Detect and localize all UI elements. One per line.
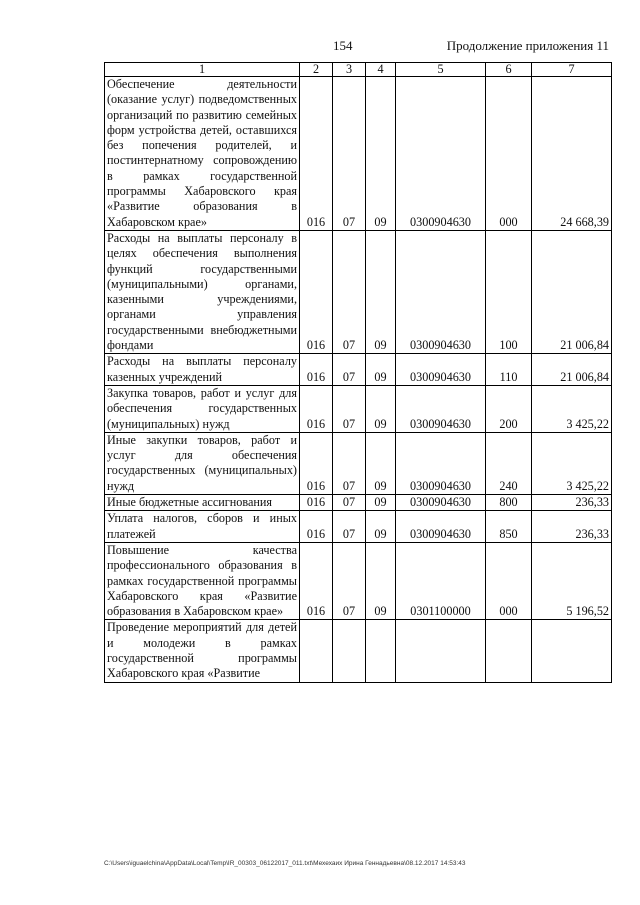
ministry-code: 016	[300, 432, 333, 494]
target-article-code: 0300904630	[396, 385, 486, 432]
expense-name: Иные бюджетные ассигнования	[105, 495, 300, 511]
ministry-code: 016	[300, 230, 333, 353]
expense-type-code: 100	[486, 230, 532, 353]
subsection-code: 09	[366, 77, 396, 231]
column-header: 7	[532, 63, 612, 77]
amount	[532, 620, 612, 682]
expense-type-code: 000	[486, 542, 532, 619]
table-row	[105, 432, 612, 494]
column-header: 4	[366, 63, 396, 77]
section-code: 07	[333, 432, 366, 494]
table-row	[105, 354, 612, 386]
amount: 236,33	[532, 511, 612, 543]
section-code: 07	[333, 385, 366, 432]
column-header: 6	[486, 63, 532, 77]
amount: 5 196,52	[532, 542, 612, 619]
file-path-footer: C:\Users\iguaelchina\AppData\Local\Temp\IR_00303_06122017_011.txt\Мехехаих Ирина Геннадьевна\08.12.2017 14:53:43	[104, 860, 466, 867]
subsection-code: 09	[366, 495, 396, 511]
ministry-code: 016	[300, 542, 333, 619]
section-code	[333, 620, 366, 682]
ministry-code: 016	[300, 354, 333, 386]
page-number: 154	[333, 38, 353, 53]
amount: 24 668,39	[532, 77, 612, 231]
appendix-caption: Продолжение приложения 11	[446, 38, 609, 53]
table-row	[105, 620, 612, 682]
table-header-row	[105, 63, 612, 77]
target-article-code: 0300904630	[396, 77, 486, 231]
expense-name: Уплата налогов, сборов и иных платежей	[105, 511, 300, 543]
target-article-code: 0300904630	[396, 230, 486, 353]
expense-name: Обеспечение деятельности (оказание услуг) подведомственных организаций по развитию семейных форм устройства детей, оставшихся без попечения родителей, и постинтернатному сопровождению в рамках государственной программы Хабаровского края «Развитие образования в Хабаровском крае»	[105, 77, 300, 231]
ministry-code: 016	[300, 495, 333, 511]
expense-name: Расходы на выплаты персоналу в целях обеспечения выполнения функций государственными (муниципальными) органами, казенными учреждениями, органами управления государственными внебюджетными фондами	[105, 230, 300, 353]
target-article-code: 0300904630	[396, 511, 486, 543]
column-header: 1	[105, 63, 300, 77]
ministry-code: 016	[300, 77, 333, 231]
amount: 236,33	[532, 495, 612, 511]
expense-name: Повышение качества профессионального образования в рамках государственной программы Хабаровского края «Развитие образования в Хабаровском крае»	[105, 542, 300, 619]
section-code: 07	[333, 77, 366, 231]
expense-type-code: 800	[486, 495, 532, 511]
expense-type-code: 000	[486, 77, 532, 231]
column-header: 3	[333, 63, 366, 77]
target-article-code	[396, 620, 486, 682]
expense-type-code: 850	[486, 511, 532, 543]
subsection-code: 09	[366, 385, 396, 432]
table-row	[105, 385, 612, 432]
expense-name: Расходы на выплаты персоналу казенных учреждений	[105, 354, 300, 386]
table-row	[105, 511, 612, 543]
column-header: 2	[300, 63, 333, 77]
subsection-code: 09	[366, 542, 396, 619]
expense-type-code	[486, 620, 532, 682]
ministry-code: 016	[300, 511, 333, 543]
section-code: 07	[333, 230, 366, 353]
section-code: 07	[333, 495, 366, 511]
subsection-code: 09	[366, 354, 396, 386]
subsection-code: 09	[366, 511, 396, 543]
table-row	[105, 230, 612, 353]
expense-name: Закупка товаров, работ и услуг для обеспечения государственных (муниципальных) нужд	[105, 385, 300, 432]
subsection-code	[366, 620, 396, 682]
table-row	[105, 542, 612, 619]
expense-type-code: 110	[486, 354, 532, 386]
target-article-code: 0300904630	[396, 432, 486, 494]
target-article-code: 0301100000	[396, 542, 486, 619]
section-code: 07	[333, 542, 366, 619]
amount: 3 425,22	[532, 385, 612, 432]
target-article-code: 0300904630	[396, 495, 486, 511]
target-article-code: 0300904630	[396, 354, 486, 386]
table-row	[105, 77, 612, 231]
expense-name: Иные закупки товаров, работ и услуг для обеспечения государственных (муниципальных) нужд	[105, 432, 300, 494]
amount: 21 006,84	[532, 230, 612, 353]
ministry-code	[300, 620, 333, 682]
ministry-code: 016	[300, 385, 333, 432]
section-code: 07	[333, 511, 366, 543]
expense-type-code: 200	[486, 385, 532, 432]
amount: 3 425,22	[532, 432, 612, 494]
amount: 21 006,84	[532, 354, 612, 386]
subsection-code: 09	[366, 230, 396, 353]
expense-type-code: 240	[486, 432, 532, 494]
column-header: 5	[396, 63, 486, 77]
subsection-code: 09	[366, 432, 396, 494]
expense-name: Проведение мероприятий для детей и молодежи в рамках государственной программы Хабаровского края «Развитие	[105, 620, 300, 682]
section-code: 07	[333, 354, 366, 386]
table-row	[105, 495, 612, 511]
budget-table	[104, 62, 612, 683]
